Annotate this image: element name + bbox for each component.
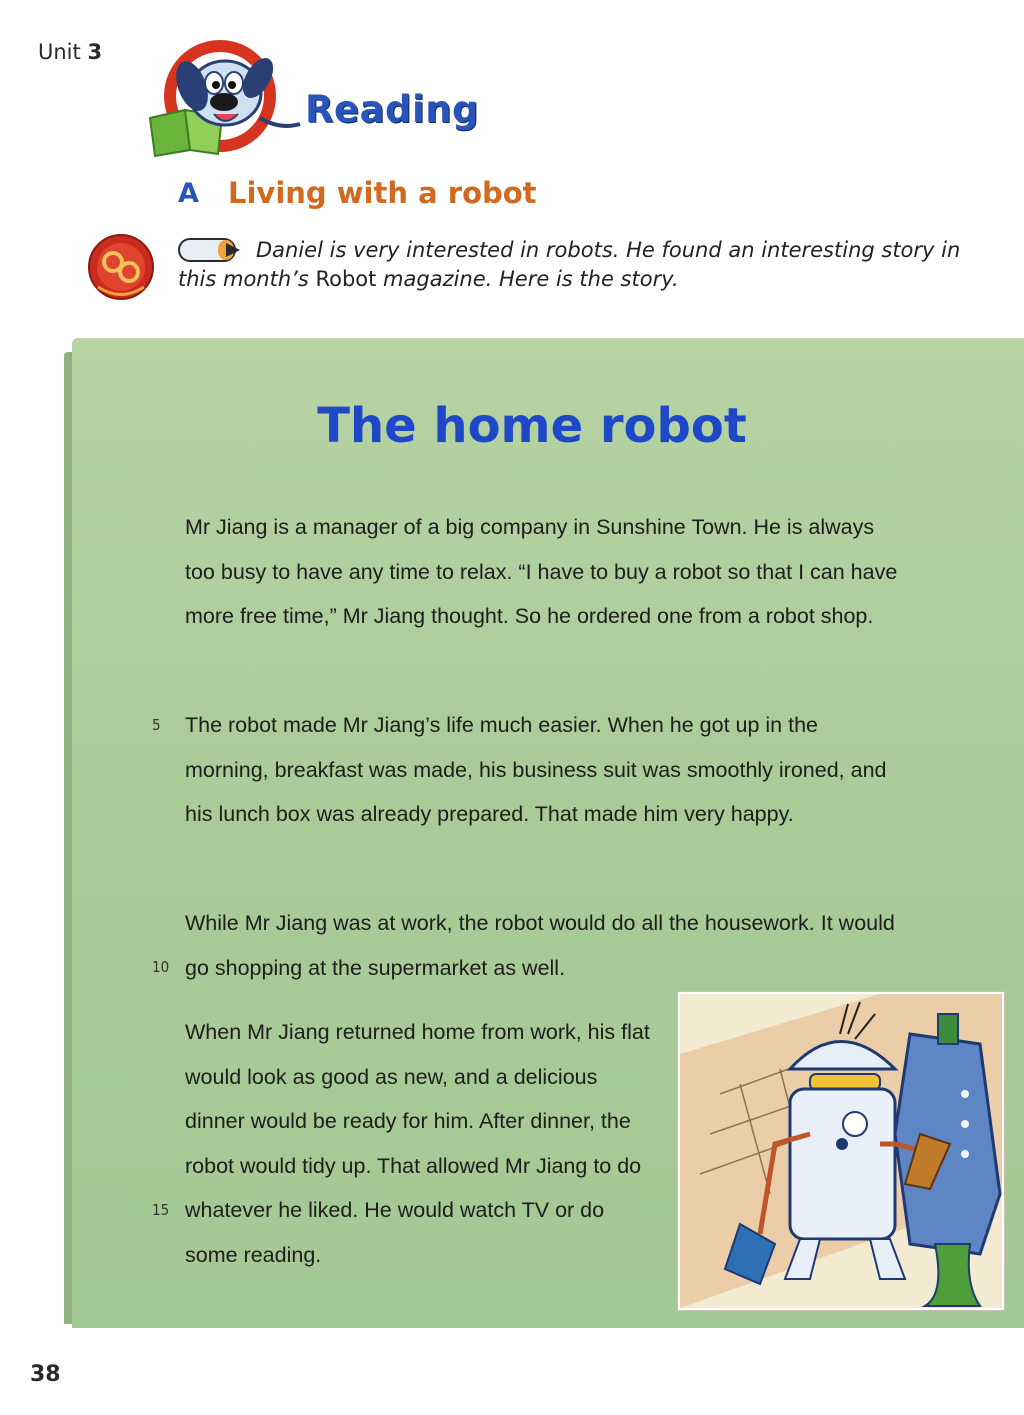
section-letter: A — [178, 178, 199, 209]
story-paragraph-4: When Mr Jiang returned home from work, his flat would look as good as new, and a delicious dinner would be ready for him. After dinner, the robot would tidy up. That allowed Mr Jiang to do whatever he liked. He would watch TV or do some reading. — [185, 1020, 650, 1267]
magazine-name: Robot — [315, 267, 377, 291]
intro-part2: magazine. Here is the story. — [376, 267, 679, 291]
story-paragraph-3: While Mr Jiang was at work, the robot would do all the housework. It would go shopping at the supermarket as well. — [185, 911, 895, 980]
intro-part1: Daniel is very interested in robots. He found an interesting story in this month’s — [178, 238, 961, 291]
audio-cd-icon[interactable] — [86, 232, 156, 302]
unit-label — [38, 40, 102, 64]
story-paragraph-1: Mr Jiang is a manager of a big company in Sunshine Town. He is always too busy to have any time to relax. “I have to buy a robot so that I can have more free time,” Mr Jiang thought. So he ordered one from a robot shop. — [185, 515, 898, 628]
line-number-10: 10 — [152, 958, 170, 976]
story-title: The home robot — [317, 398, 747, 454]
line-number-15: 15 — [152, 1201, 170, 1219]
story-paragraph-2: The robot made Mr Jiang’s life much easier. When he got up in the morning, breakfast was made, his business suit was smoothly ironed, and his lunch box was already prepared. That made him very happy. — [185, 713, 887, 826]
line-number-5: 5 — [152, 716, 161, 734]
intro-text — [178, 236, 968, 294]
page-number: 38 — [30, 1362, 61, 1387]
unit-word: Unit — [38, 40, 81, 64]
dog-reading-book-icon — [130, 38, 305, 158]
unit-number: 3 — [87, 40, 103, 64]
section-title: Living with a robot — [228, 176, 537, 210]
reading-heading: Reading — [305, 88, 480, 131]
robot-cleaning-illustration — [678, 992, 1004, 1310]
